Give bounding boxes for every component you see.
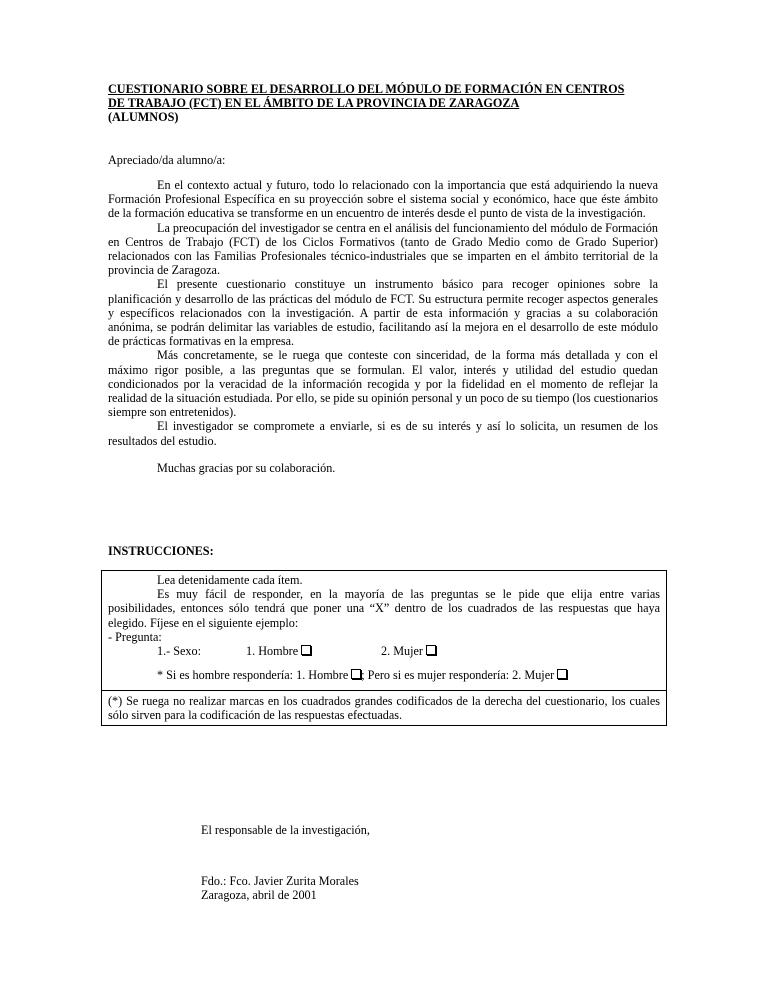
signature-place-date: Zaragoza, abril de 2001 <box>201 888 317 902</box>
document-title <box>108 83 660 124</box>
title-line-2: DE TRABAJO (FCT) EN EL ÁMBITO DE LA PROVINCIA DE ZARAGOZA <box>108 95 520 110</box>
instructions-box <box>101 570 667 726</box>
instructions-heading: INSTRUCCIONES: <box>108 544 214 558</box>
responsible-label: El responsable de la investigación, <box>201 823 370 837</box>
checkbox-icon <box>301 645 311 655</box>
example-option-1: 1. Hombre <box>246 644 311 658</box>
example-note-row <box>108 668 660 683</box>
paragraph-3: El presente cuestionario constituye un instrumento básico para recoger opiniones sobre la planificación y desarrollo de las prácticas del módulo de FCT. Su estructura permite recoger aspectos generales y específicos relacionados con la investigación. A partir de esta información y gracias a su colaboración anónima, se podrán delimitar las variables de estudio, facilitando así la mejora en el desarrollo de este módulo de prácticas formativas en la empresa. <box>108 277 658 349</box>
paragraph-4: Más concretamente, se le ruega que conteste con sinceridad, de la forma más detallada y con el máximo rigor posible, a las preguntas que se formulan. El valor, interés y utilidad del estudio quedan condicionados por la veracidad de la información recogida y por la fidelidad en el momento de reflejar la realidad de la situación estudiada. Por ello, se pide su opinión personal y un poco de su tiempo (los cuestionarios siempre son entretenidos). <box>108 348 659 420</box>
intro-body <box>108 178 658 448</box>
signature-name: Fdo.: Fco. Javier Zurita Morales <box>201 874 359 888</box>
title-line-3: (ALUMNOS) <box>108 109 179 124</box>
greeting: Apreciado/da alumno/a: <box>108 153 226 167</box>
example-question-row <box>108 644 660 659</box>
example-option-2: 2. Mujer <box>381 644 436 658</box>
paragraph-1: En el contexto actual y futuro, todo lo relacionado con la importancia que está adquiriendo la nueva Formación Profesional Específica en su proyección sobre el sistema social y económico, hace que éste ámbito de la formación educativa se transforme en un encuentro de interés desde el punto de vista de la investigación. <box>108 178 658 221</box>
paragraph-2: La preocupación del investigador se centra en el análisis del funcionamiento del módulo de Formación en Centros de Trabajo (FCT) de los Ciclos Formativos (tanto de Grado Medio como de Grado Superior) relacionados con las Familias Profesionales técnico-industriales que se imparten en el ámbito territorial de la provincia de Zaragoza. <box>108 220 658 278</box>
checkbox-icon <box>426 645 436 655</box>
checkbox-icon <box>351 669 361 679</box>
title-line-1: CUESTIONARIO SOBRE EL DESARROLLO DEL MÓDULO DE FORMACIÓN EN CENTROS <box>108 82 625 96</box>
instruction-footnote: (*) Se ruega no realizar marcas en los cuadrados grandes codificados de la derecha del cuestionario, los cuales sólo sirven para la codificación de las respuestas efectuadas. <box>108 694 660 723</box>
instruction-line-2: Es muy fácil de responder, en la mayoría de las preguntas se le pide que elija entre varias posibilidades, entonces sólo tendrá que poner una “X” dentro de los cuadrados de las respuestas que haya elegido. Fíjese en el siguiente ejemplo: <box>108 587 660 630</box>
instruction-line-1: Lea detenidamente cada ítem. <box>157 573 303 587</box>
thanks-text: Muchas gracias por su colaboración. <box>157 461 336 475</box>
example-question: 1.- Sexo: <box>157 644 202 659</box>
paragraph-5: El investigador se compromete a enviarle, si es de su interés y así lo solicita, un resumen de los resultados del estudio. <box>108 419 658 448</box>
checkbox-icon <box>557 669 567 679</box>
box-divider <box>101 690 667 691</box>
example-note: * Si es hombre respondería: 1. Hombre ; Pero si es mujer respondería: 2. Mujer <box>157 668 567 682</box>
pregunta-label: - Pregunta: <box>108 629 162 644</box>
